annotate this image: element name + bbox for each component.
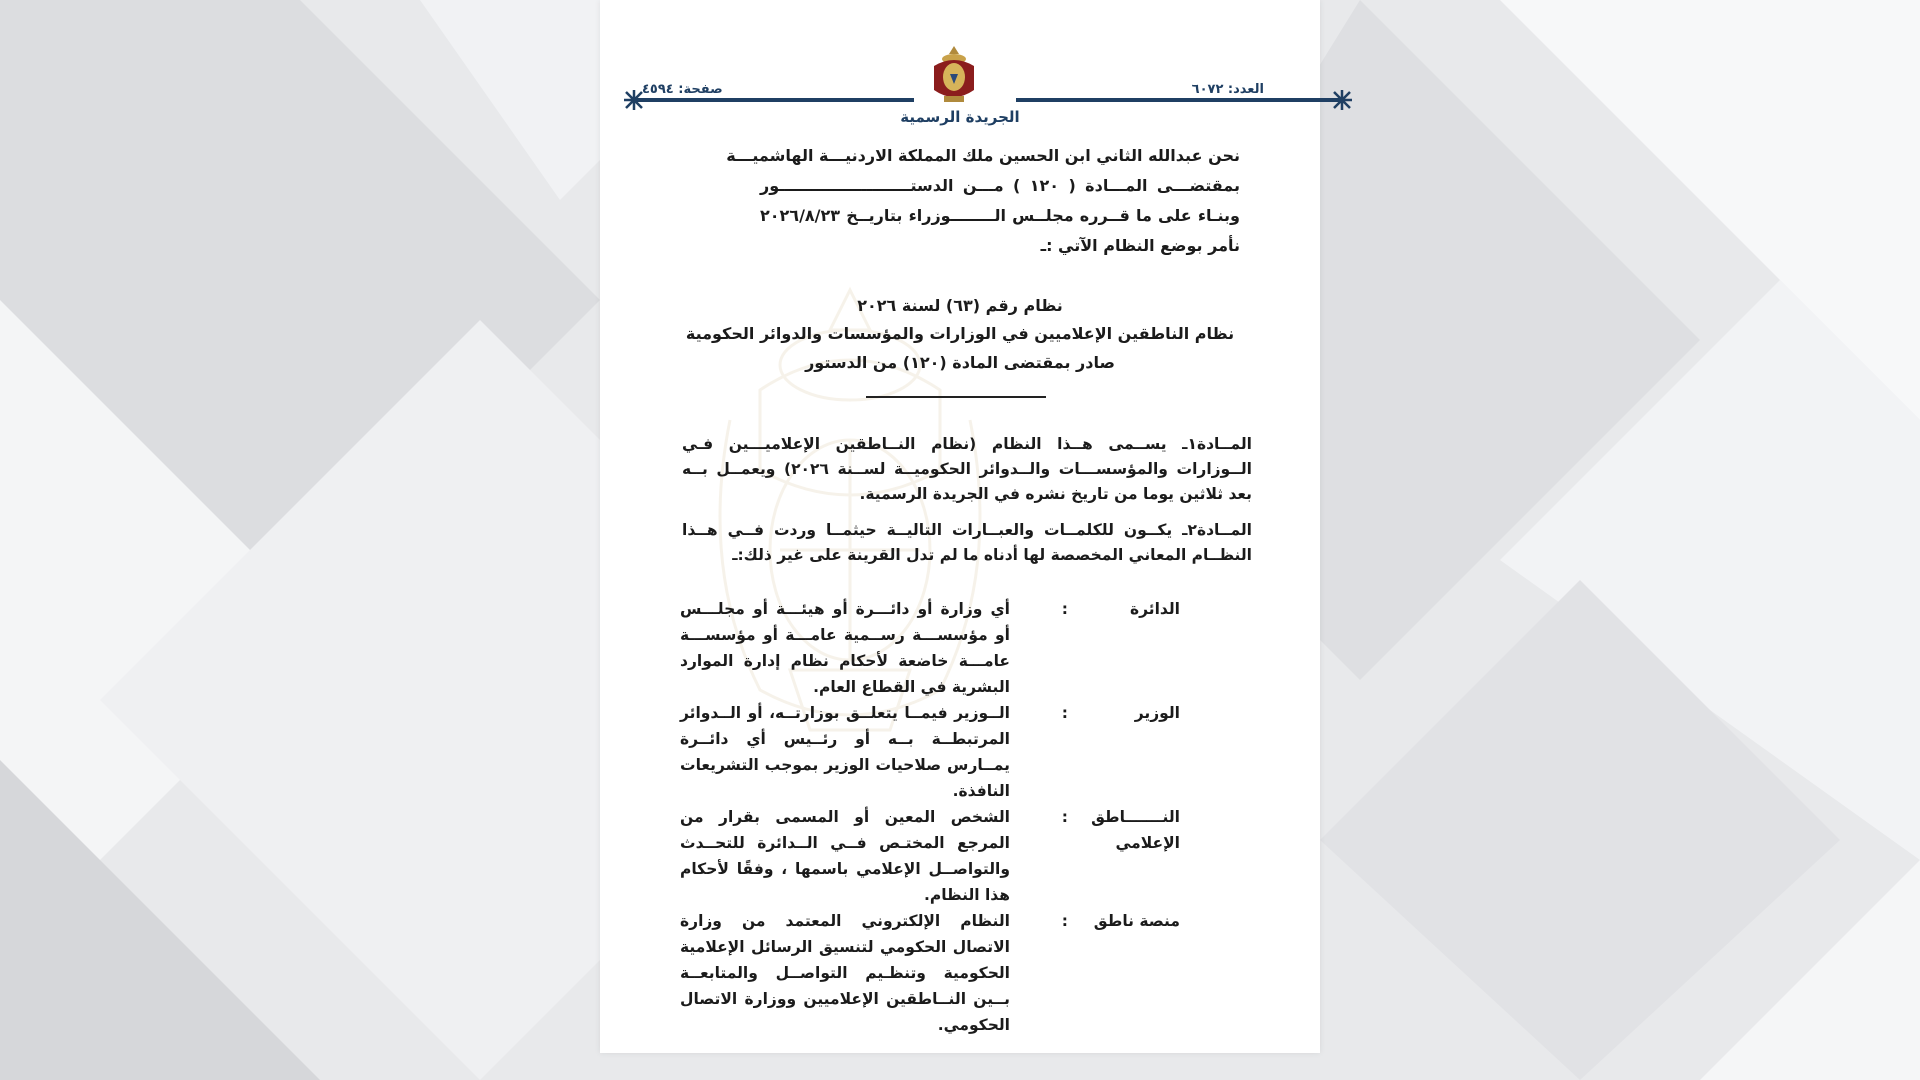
- definition-colon: :: [1061, 808, 1068, 826]
- definitions-list: [680, 596, 1180, 1038]
- gazette-page: [600, 0, 1320, 1053]
- issue-number: العدد: ٦٠٧٢: [1191, 82, 1264, 97]
- gazette-title: الجريدة الرسمية: [900, 108, 1020, 126]
- definition-item: [680, 804, 1180, 908]
- intro-line: نأمر بوضع النظام الآتي :ـ: [1040, 236, 1240, 255]
- gazette-header: [600, 0, 1320, 140]
- ornament-knot-icon: [624, 90, 644, 110]
- intro-line: نحن عبدالله الثاني ابن الحسين ملك المملكة الاردنيـــة الهاشميـــة: [726, 146, 1240, 165]
- definition-colon: :: [1061, 704, 1068, 722]
- intro-line: بمقتضـــى المـــادة ( ١٢٠ ) مـــن الدستــــــــــــــــــــــــور: [760, 176, 1240, 195]
- definition-term: النـــــــاطق الإعلامي: [1091, 808, 1180, 852]
- definition-colon: :: [1061, 600, 1068, 618]
- definition-text: الــوزير فيمــا يتعلــق بوزارتــه، أو الــدوائر المرتبطــة بــه أو رئــيس أي دائــرة يمــارس صلاحيات الوزير بموجب التشريعات النافذة.: [680, 704, 1010, 800]
- definition-text: الشخص المعين أو المسمى بقرار من المرجع المختـص فــي الــدائرة للتحــدث والتواصــل الإعلامي باسمها ، وفقًا لأحكام هذا النظام.: [680, 808, 1010, 904]
- intro-line: وبنـاء على ما قــرره مجلــس الــــــــوزراء بتاريــخ ٢٠٢٦/٨/٢٣: [760, 206, 1240, 225]
- title-divider: [866, 396, 1046, 398]
- definition-colon: :: [1061, 912, 1068, 930]
- definition-item: [680, 596, 1180, 700]
- article-1: المــادة١ـ يســمى هــذا النظام (نظام النــاطقين الإعلاميـــين فـي الــوزارات والمؤسســـات والــدوائر الحكوميــة لســنة ٢٠٢٦) ويعمــل بــه بعد ثلاثين يوما من تاريخ نشره في الجريدة الرسمية.: [682, 435, 1252, 503]
- definition-item: [680, 908, 1180, 1038]
- header-rule-right: [1016, 98, 1344, 102]
- page-number: صفحة: ٤٥٩٤: [642, 82, 723, 97]
- regulation-authority: صادر بمقتضى المادة (١٢٠) من الدستور: [805, 353, 1115, 372]
- definition-term: منصة ناطق: [1093, 912, 1180, 930]
- regulation-number: نظام رقم (٦٣) لسنة ٢٠٢٦: [857, 296, 1063, 315]
- header-rule-left: [632, 98, 914, 102]
- definition-item: [680, 700, 1180, 804]
- definition-text: أي وزارة أو دائـــرة أو هيئـــة أو مجلـــس أو مؤسســـة رســمية عامـــة أو مؤسســـة عامـــة خاضعة لأحكام نظام إدارة الموارد البشرية في القطاع العام.: [680, 600, 1010, 696]
- regulation-name: نظام الناطقين الإعلاميين في الوزارات والمؤسسات والدوائر الحكومية: [685, 324, 1235, 343]
- jordan-coat-of-arms-icon: [930, 44, 978, 106]
- article-2: المــادة٢ـ يكــون للكلمــات والعبــارات التاليــة حيثمــا وردت فــي هــذا النظــام المعاني المخصصة لها أدناه ما لم تدل القرينة على غير ذلك:ـ: [682, 521, 1252, 564]
- ornament-knot-icon: [1332, 90, 1352, 110]
- definition-term: الدائرة: [1129, 600, 1180, 618]
- definition-term: الوزير: [1134, 704, 1180, 722]
- definition-text: النظام الإلكتروني المعتمد من وزارة الاتصال الحكومي لتنسيق الرسائل الإعلامية الحكومية وتنظـيم التواصــل والمتابعــة بــين النــاطقين الإعلاميين ووزارة الاتصال الحكومي.: [680, 912, 1010, 1034]
